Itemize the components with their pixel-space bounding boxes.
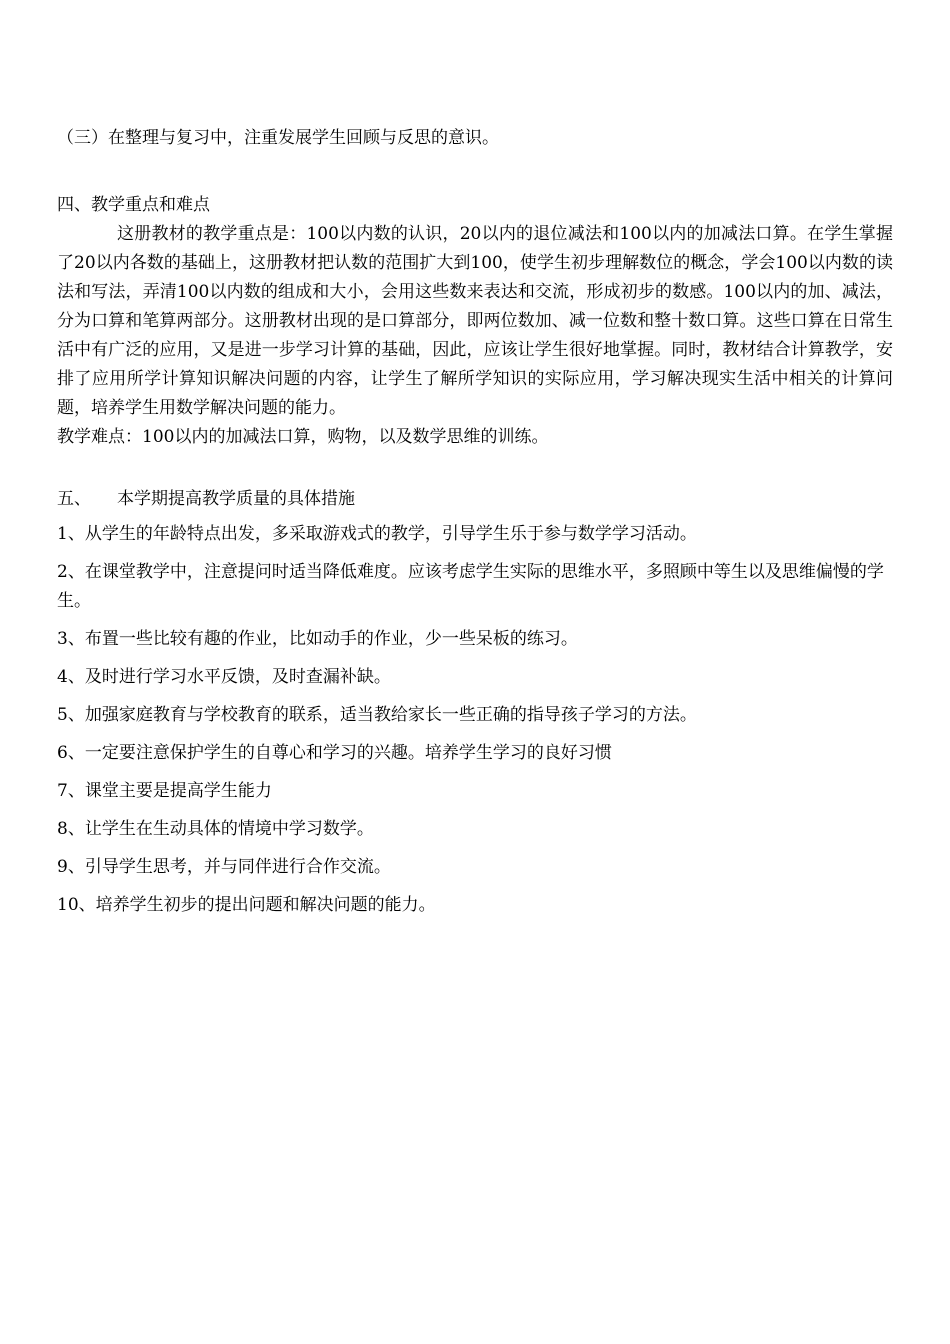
list-item: 8、让学生在生动具体的情境中学习数学。 bbox=[57, 819, 374, 839]
section4-key-points: 这册教材的教学重点是：100以内数的认识，20以内的退位减法和100以内的加减法口算。在学生掌握了20以内各数的基础上，这册教材把认数的范围扩大到100，使学生初步理解数位的概念，学会100以内数的读法和写法，弄清100以内数的组成和大小，会用这些数来表达和交流，形成初步的数感。100以内的加、减法，分为口算和笔算两部分。这册教材出现的是口算部分，即两位数加、减一位数和整十数口算。这些口算在日常生活中有广泛的应用，又是进一步学习计算的基础，因此，应该让学生很好地掌握。同时，教材结合计算教学，安排了应用所学计算知识解决问题的内容，让学生了解所学知识的实际应用，学习解决现实生活中相关的计算问题，培养学生用数学解决问题的能力。 bbox=[57, 224, 893, 418]
section4-heading: 四、教学重点和难点 bbox=[57, 195, 210, 215]
list-item: 2、在课堂教学中，注意提问时适当降低难度。应该考虑学生实际的思维水平，多照顾中等生以及思维偏慢的学生。 bbox=[57, 562, 884, 611]
spacer bbox=[57, 153, 893, 191]
section3-subpoint: （三）在整理与复习中，注重发展学生回顾与反思的意识。 bbox=[57, 128, 499, 148]
section4-difficulties: 教学难点：100以内的加减法口算，购物，以及数学思维的训练。 bbox=[57, 427, 549, 447]
document-page bbox=[57, 124, 893, 929]
measures-list bbox=[57, 520, 893, 920]
list-item: 5、加强家庭教育与学校教育的联系，适当教给家长一些正确的指导孩子学习的方法。 bbox=[57, 705, 697, 725]
spacer bbox=[57, 452, 893, 485]
section5-number: 五、 bbox=[57, 489, 91, 509]
section5-heading bbox=[57, 485, 893, 514]
list-item: 9、引导学生思考，并与同伴进行合作交流。 bbox=[57, 857, 391, 877]
list-item: 7、课堂主要是提高学生能力 bbox=[57, 781, 272, 801]
section5-title: 本学期提高教学质量的具体措施 bbox=[117, 489, 355, 509]
list-item: 10、培养学生初步的提出问题和解决问题的能力。 bbox=[57, 895, 436, 915]
list-item: 6、一定要注意保护学生的自尊心和学习的兴趣。培养学生学习的良好习惯 bbox=[57, 743, 612, 763]
list-item: 4、及时进行学习水平反馈，及时查漏补缺。 bbox=[57, 667, 391, 687]
list-item: 1、从学生的年龄特点出发，多采取游戏式的教学，引导学生乐于参与数学学习活动。 bbox=[57, 524, 697, 544]
list-item: 3、布置一些比较有趣的作业，比如动手的作业，少一些呆板的练习。 bbox=[57, 629, 578, 649]
